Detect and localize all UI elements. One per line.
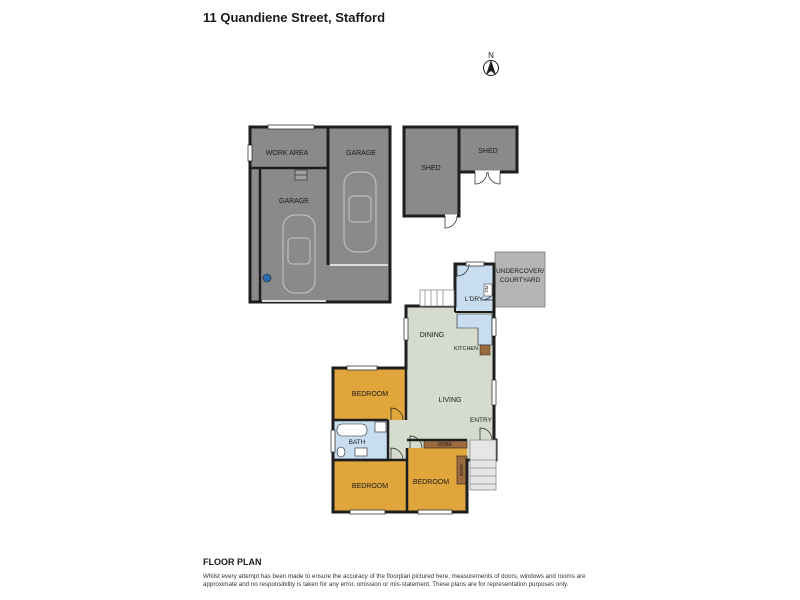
disclaimer-text: Whilst every attempt has been made to ensure the accuracy of the floorplan pictured here, measurements of doors, windows and rooms are approximate and no responsibility is taken for any error, omission or mis-statement. These plans are for representation purposes only. bbox=[203, 573, 586, 588]
room-label-entry: ENTRY bbox=[470, 417, 492, 424]
room-label-work-area: WORK AREA bbox=[265, 150, 309, 157]
room-label-shed: SHED bbox=[421, 165, 441, 172]
room-label-shed: SHED bbox=[478, 148, 498, 155]
room-label-undercover: UNDERCOVER/ bbox=[495, 268, 545, 275]
room-label-dm: DM bbox=[484, 285, 489, 293]
floor-plan-label: FLOOR PLAN bbox=[203, 557, 262, 567]
room-label-kitchen: KITCHEN bbox=[453, 346, 479, 352]
room-label-bath: BATH bbox=[348, 439, 366, 446]
room-label-laundry: L'DRY bbox=[464, 296, 484, 303]
shed-building bbox=[404, 127, 517, 228]
room-label-living: LIVING bbox=[438, 397, 462, 404]
room-label-robe: ROBE bbox=[459, 463, 464, 477]
room-label-garage: GARAGE bbox=[346, 150, 376, 157]
room-label-courtyard: COURTYARD bbox=[499, 277, 541, 284]
north-arrow-icon bbox=[484, 60, 499, 76]
north-label: N bbox=[488, 51, 494, 60]
room-label-bedroom: BEDROOM bbox=[351, 483, 389, 490]
room-label-garage: GARAGE bbox=[279, 198, 309, 205]
room-label-robe: ROBE bbox=[437, 442, 453, 448]
room-label-dining: DINING bbox=[419, 332, 445, 339]
stairs-icon bbox=[470, 440, 496, 490]
room-label-bedroom: BEDROOM bbox=[351, 391, 389, 398]
room-label-bedroom: BEDROOM bbox=[412, 479, 450, 486]
page-title: 11 Quandiene Street, Stafford bbox=[203, 10, 386, 25]
stairs-icon bbox=[420, 290, 454, 306]
